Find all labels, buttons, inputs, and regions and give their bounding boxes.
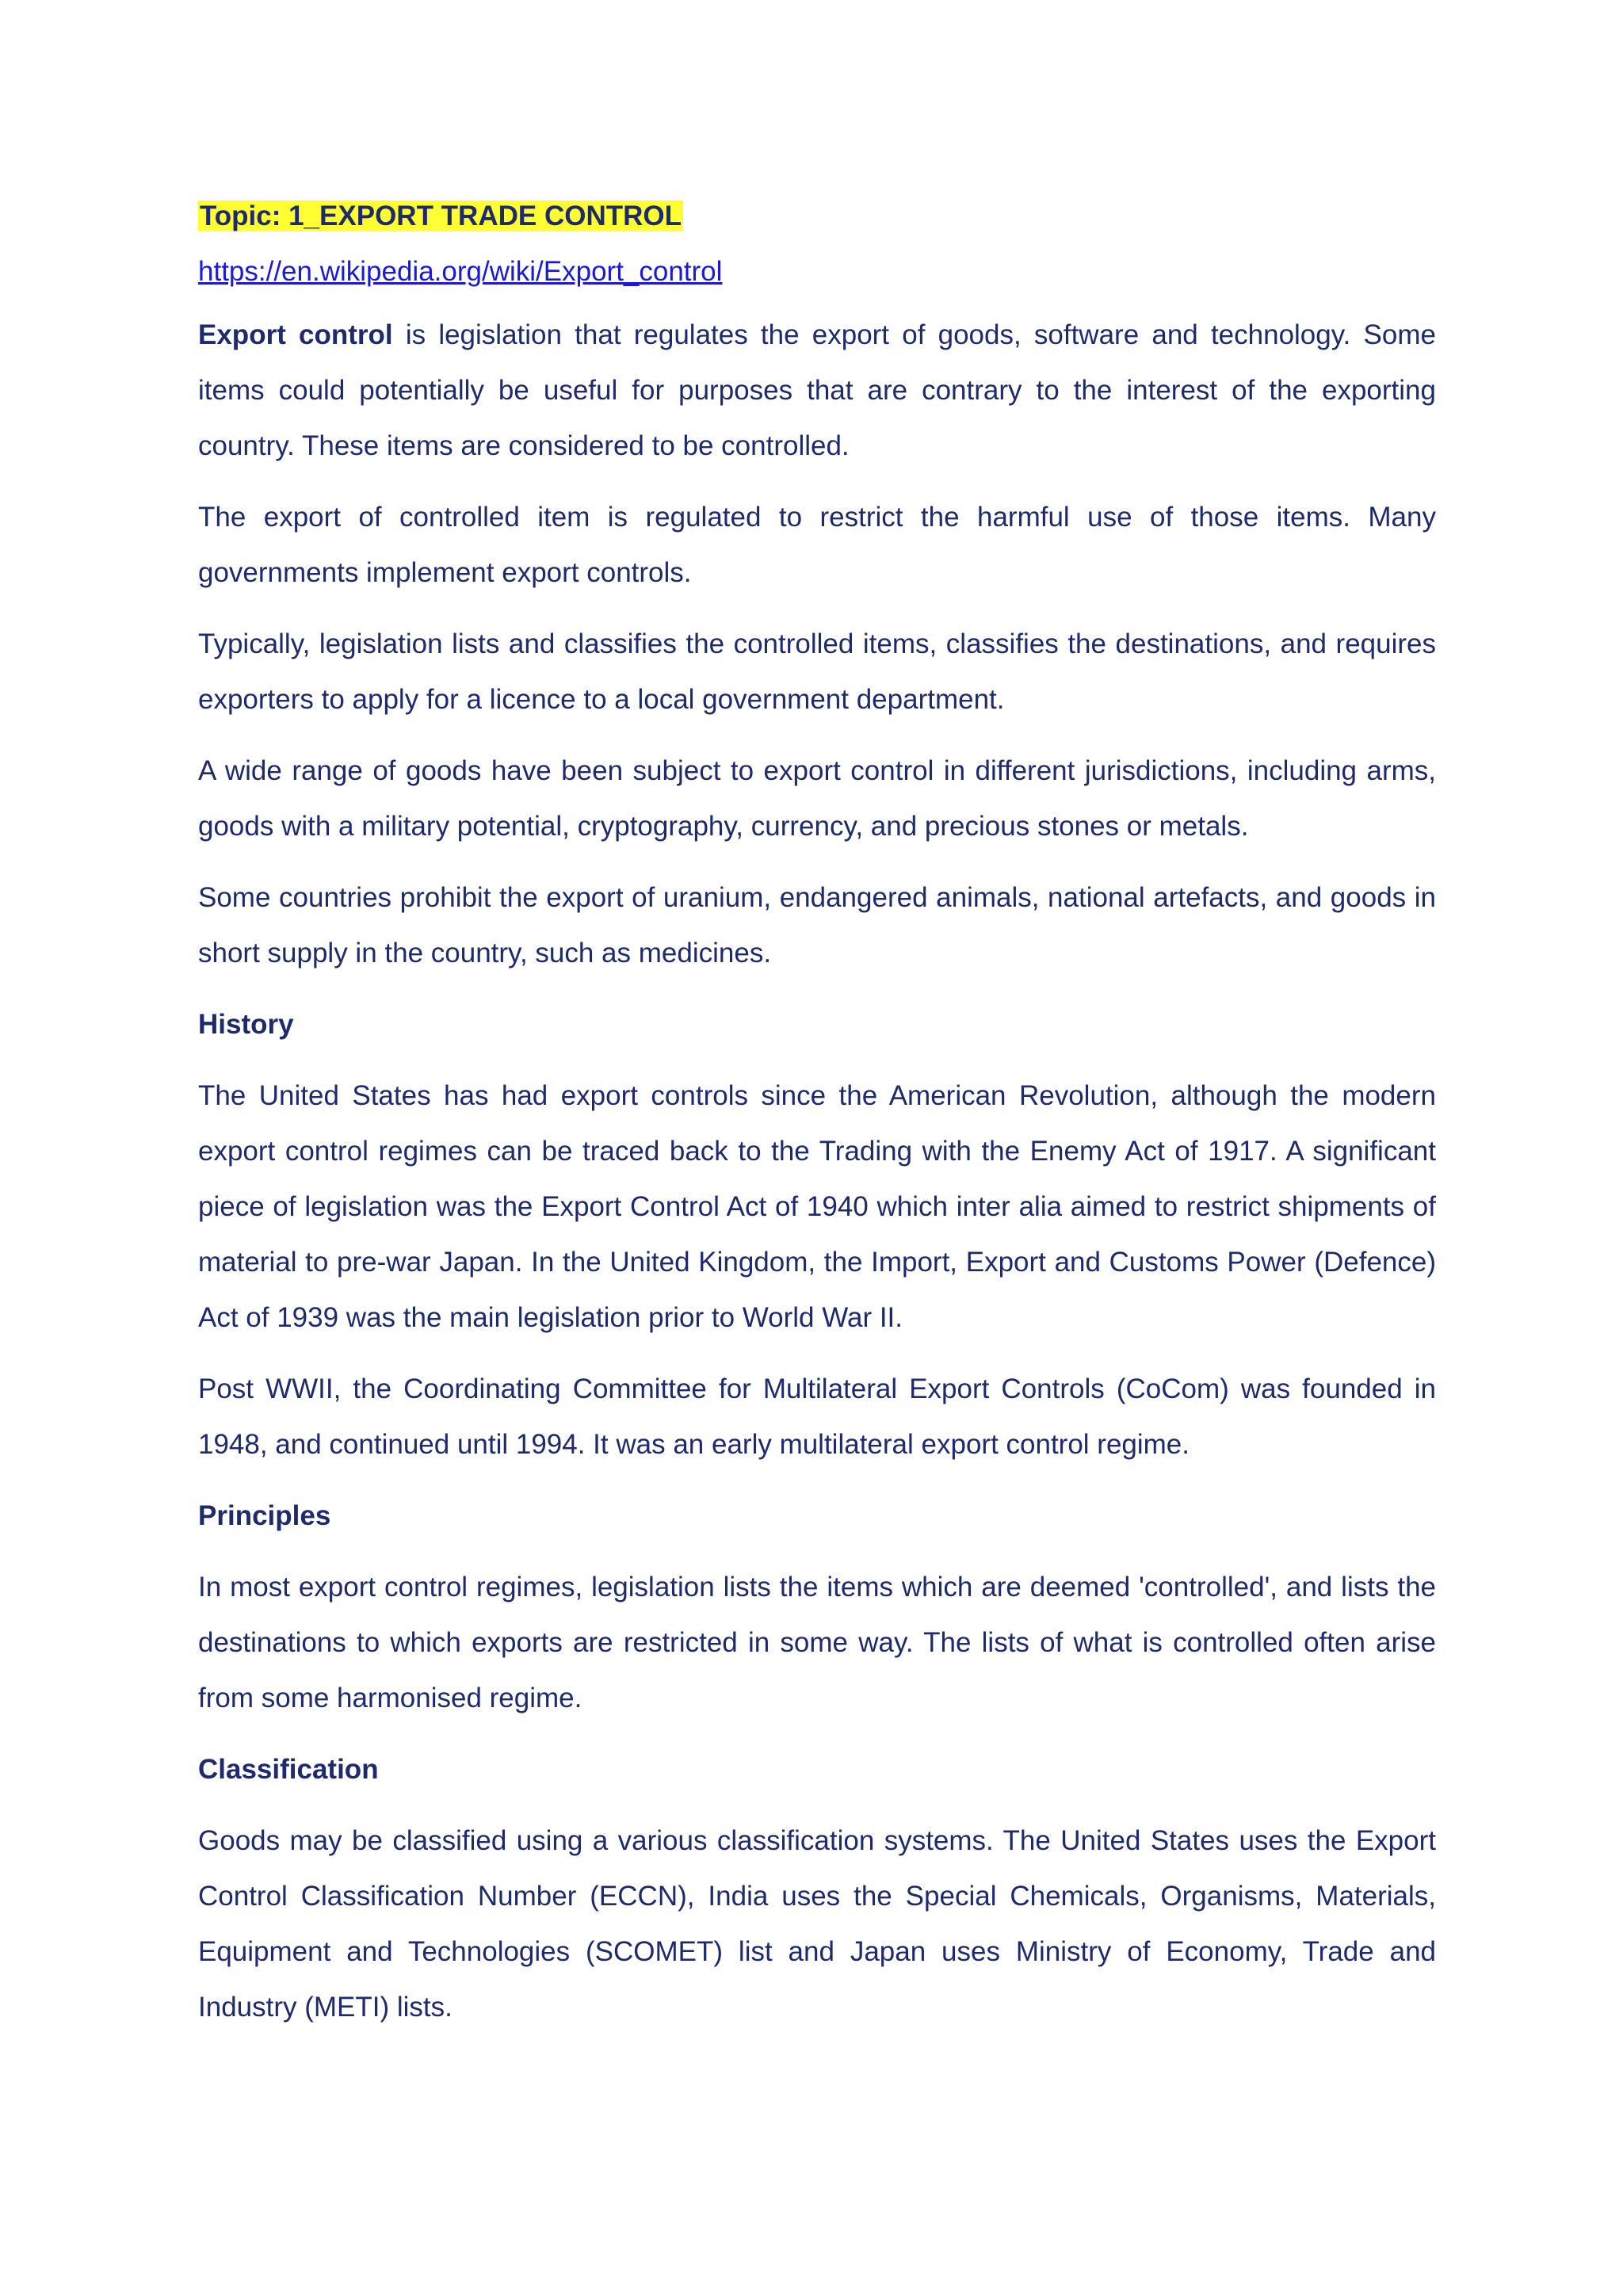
history-heading: History <box>198 1009 294 1040</box>
topic-highlight: Topic: 1_EXPORT TRADE CONTROL <box>200 201 682 231</box>
intro-term: Export control <box>198 319 393 350</box>
history-paragraph-1: The United States has had export controls since the American Revolution, although the modern export control regimes can be traced back to the Trading with the Enemy Act of 1917. A significant piece of legislation was the Export Control Act of 1940 which inter alia aimed to restrict shipments of material to pre-war Japan. In the United Kingdom, the Import, Export and Customs Power (Defence) Act of 1939 was the main legislation prior to World War II. <box>198 1080 1436 1333</box>
topic-title <box>198 197 1436 236</box>
principles-paragraph: In most export control regimes, legislation lists the items which are deemed 'controlled', and lists the destinations to which exports are restricted in some way. The lists of what is controlled often arise from some harmonised regime. <box>198 1572 1436 1713</box>
intro-paragraph <box>198 308 1436 474</box>
history-paragraph-2: Post WWII, the Coordinating Committee for Multilateral Export Controls (CoCom) was founded in 1948, and continued until 1994. It was an early multilateral export control regime. <box>198 1373 1436 1460</box>
regulated-paragraph: The export of controlled item is regulated to restrict the harmful use of those items. Many governments implement export controls. <box>198 502 1436 588</box>
classification-heading: Classification <box>198 1754 379 1785</box>
range-paragraph: A wide range of goods have been subject to export control in different jurisdictions, including arms, goods with a military potential, cryptography, currency, and precious stones or metals. <box>198 755 1436 842</box>
classification-paragraph: Goods may be classified using a various classification systems. The United States uses the Export Control Classification Number (ECCN), India uses the Special Chemicals, Organisms, Materials, Equipment and Technologies (SCOMET) list and Japan uses Ministry of Economy, Trade and Industry (METI) lists. <box>198 1825 1436 2023</box>
typically-paragraph: Typically, legislation lists and classifies the controlled items, classifies the destinations, and requires exporters to apply for a licence to a local government department. <box>198 628 1436 715</box>
source-link-line <box>198 252 1436 292</box>
wikipedia-link[interactable]: https://en.wikipedia.org/wiki/Export_control <box>198 256 723 287</box>
intro-text: is legislation that regulates the export of goods, software and technology. Some items could potentially be useful for purposes that are contrary to the interest of the exporting country. These items are considered to be controlled. <box>198 319 1436 461</box>
prohibit-paragraph: Some countries prohibit the export of uranium, endangered animals, national artefacts, and goods in short supply in the country, such as medicines. <box>198 882 1436 968</box>
principles-heading: Principles <box>198 1500 331 1531</box>
document-page <box>198 197 1436 2051</box>
